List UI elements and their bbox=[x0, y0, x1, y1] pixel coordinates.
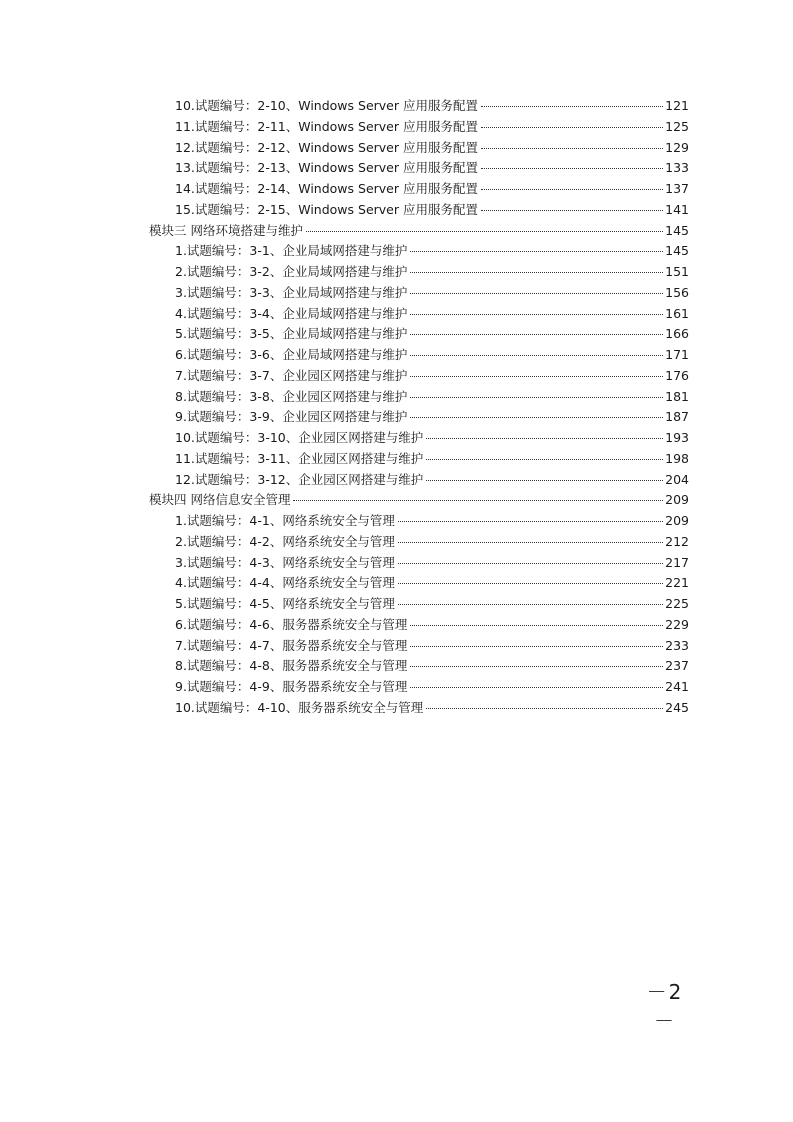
toc-entry-title: 8.试题编号：4-8、服务器系统安全与管理 bbox=[175, 658, 408, 674]
toc-page-number: 241 bbox=[665, 679, 689, 694]
toc-page-number: 181 bbox=[665, 388, 689, 404]
toc-entry-title: 6.试题编号：3-6、企业局域网搭建与维护 bbox=[175, 347, 408, 362]
toc-entry-title: 4.试题编号：3-4、企业局域网搭建与维护 bbox=[175, 305, 408, 321]
toc-dot-leader bbox=[426, 459, 663, 460]
toc-entry-title: 10.试题编号：3-10、企业园区网搭建与维护 bbox=[175, 430, 424, 445]
toc-item-entry[interactable] bbox=[149, 636, 689, 657]
toc-dot-leader bbox=[410, 314, 663, 315]
toc-page-number: 171 bbox=[665, 347, 689, 362]
toc-entry-title: 10.试题编号：4-10、服务器系统安全与管理 bbox=[175, 699, 424, 715]
toc-dot-leader bbox=[426, 438, 663, 439]
toc-page-number: 233 bbox=[665, 637, 689, 653]
toc-page-number: 125 bbox=[665, 118, 689, 134]
toc-dot-leader bbox=[481, 106, 663, 107]
toc-entry-title: 12.试题编号：2-12、Windows Server 应用服务配置 bbox=[175, 139, 478, 155]
toc-page-number: 217 bbox=[665, 554, 689, 570]
toc-dot-leader bbox=[398, 604, 663, 605]
toc-page-number: 245 bbox=[665, 699, 689, 715]
toc-dot-leader bbox=[481, 127, 663, 128]
toc-entry-title: 5.试题编号：3-5、企业局域网搭建与维护 bbox=[175, 326, 408, 342]
toc-page-number: 145 bbox=[665, 222, 689, 238]
toc-dot-leader bbox=[398, 521, 663, 522]
toc-entry-title: 4.试题编号：4-4、网络系统安全与管理 bbox=[175, 575, 395, 591]
toc-entry-title: 模块三 网络环境搭建与维护 bbox=[149, 222, 303, 238]
toc-entry-title: 2.试题编号：4-2、网络系统安全与管理 bbox=[175, 533, 395, 549]
toc-page-number: 198 bbox=[665, 450, 689, 466]
toc-entry-title: 2.试题编号：3-2、企业局域网搭建与维护 bbox=[175, 264, 408, 279]
toc-dot-leader bbox=[410, 397, 663, 398]
toc-module-entry[interactable] bbox=[149, 490, 689, 511]
toc-item-entry[interactable] bbox=[149, 387, 689, 408]
toc-item-entry[interactable] bbox=[149, 345, 689, 366]
toc-dot-leader bbox=[426, 708, 663, 709]
toc-item-entry[interactable] bbox=[149, 324, 689, 345]
toc-item-entry[interactable] bbox=[149, 304, 689, 325]
toc-page-number: 187 bbox=[665, 409, 689, 425]
toc-entry-title: 模块四 网络信息安全管理 bbox=[149, 492, 291, 508]
toc-dot-leader bbox=[410, 251, 663, 252]
toc-entry-title: 5.试题编号：4-5、网络系统安全与管理 bbox=[175, 596, 395, 611]
toc-page-number: 237 bbox=[665, 658, 689, 674]
toc-item-entry[interactable] bbox=[149, 594, 689, 615]
toc-item-entry[interactable] bbox=[149, 96, 689, 117]
toc-item-entry[interactable] bbox=[149, 470, 689, 491]
toc-dot-leader bbox=[410, 334, 663, 335]
toc-item-entry[interactable] bbox=[149, 656, 689, 677]
toc-page-number: 229 bbox=[665, 616, 689, 632]
toc-page-number: 166 bbox=[665, 326, 689, 342]
toc-item-entry[interactable] bbox=[149, 366, 689, 387]
toc-page-number: 133 bbox=[665, 160, 689, 176]
toc-page-number: 221 bbox=[665, 575, 689, 591]
toc-dot-leader bbox=[410, 293, 663, 294]
toc-item-entry[interactable] bbox=[149, 449, 689, 470]
toc-dot-leader bbox=[398, 563, 663, 564]
toc-item-entry[interactable] bbox=[149, 428, 689, 449]
toc-entry-title: 10.试题编号：2-10、Windows Server 应用服务配置 bbox=[175, 98, 478, 113]
toc-item-entry[interactable] bbox=[149, 407, 689, 428]
table-of-contents bbox=[149, 96, 689, 719]
toc-page-number: 141 bbox=[665, 201, 689, 217]
toc-entry-title: 9.试题编号：4-9、服务器系统安全与管理 bbox=[175, 679, 408, 694]
toc-item-entry[interactable] bbox=[149, 553, 689, 574]
toc-item-entry[interactable] bbox=[149, 677, 689, 698]
page-number-footer: －2－ bbox=[646, 980, 684, 1033]
toc-entry-title: 3.试题编号：4-3、网络系统安全与管理 bbox=[175, 554, 395, 570]
toc-entry-title: 7.试题编号：4-7、服务器系统安全与管理 bbox=[175, 637, 408, 653]
toc-item-entry[interactable] bbox=[149, 200, 689, 221]
toc-entry-title: 9.试题编号：3-9、企业园区网搭建与维护 bbox=[175, 409, 408, 425]
toc-page-number: 204 bbox=[665, 471, 689, 487]
toc-page-number: 176 bbox=[665, 367, 689, 383]
toc-dot-leader bbox=[410, 646, 663, 647]
toc-item-entry[interactable] bbox=[149, 179, 689, 200]
toc-dot-leader bbox=[481, 210, 663, 211]
toc-entry-title: 7.试题编号：3-7、企业园区网搭建与维护 bbox=[175, 367, 408, 383]
toc-entry-title: 14.试题编号：2-14、Windows Server 应用服务配置 bbox=[175, 181, 478, 196]
toc-entry-title: 3.试题编号：3-3、企业局域网搭建与维护 bbox=[175, 284, 408, 300]
toc-item-entry[interactable] bbox=[149, 532, 689, 553]
toc-dot-leader bbox=[293, 500, 663, 501]
toc-page-number: 161 bbox=[665, 305, 689, 321]
toc-list bbox=[149, 96, 689, 719]
toc-dot-leader bbox=[398, 542, 663, 543]
toc-dot-leader bbox=[410, 355, 663, 356]
toc-item-entry[interactable] bbox=[149, 511, 689, 532]
toc-entry-title: 8.试题编号：3-8、企业园区网搭建与维护 bbox=[175, 388, 408, 404]
toc-entry-title: 1.试题编号：4-1、网络系统安全与管理 bbox=[175, 513, 395, 528]
toc-item-entry[interactable] bbox=[149, 573, 689, 594]
toc-dot-leader bbox=[410, 417, 663, 418]
toc-entry-title: 1.试题编号：3-1、企业局域网搭建与维护 bbox=[175, 243, 408, 259]
toc-module-entry[interactable] bbox=[149, 221, 689, 242]
toc-item-entry[interactable] bbox=[149, 158, 689, 179]
toc-entry-title: 15.试题编号：2-15、Windows Server 应用服务配置 bbox=[175, 201, 478, 217]
toc-item-entry[interactable] bbox=[149, 698, 689, 719]
toc-page-number: 145 bbox=[665, 243, 689, 259]
toc-page-number: 137 bbox=[665, 181, 689, 196]
toc-dot-leader bbox=[410, 625, 663, 626]
toc-dot-leader bbox=[306, 231, 663, 232]
toc-dot-leader bbox=[410, 376, 663, 377]
toc-dot-leader bbox=[410, 272, 663, 273]
toc-page-number: 193 bbox=[665, 430, 689, 445]
toc-item-entry[interactable] bbox=[149, 262, 689, 283]
toc-page-number: 212 bbox=[665, 533, 689, 549]
toc-dot-leader bbox=[481, 148, 663, 149]
toc-dot-leader bbox=[481, 189, 663, 190]
toc-dot-leader bbox=[410, 687, 663, 688]
toc-entry-title: 13.试题编号：2-13、Windows Server 应用服务配置 bbox=[175, 160, 478, 176]
toc-item-entry[interactable] bbox=[149, 241, 689, 262]
toc-page-number: 151 bbox=[665, 264, 689, 279]
toc-dot-leader bbox=[398, 583, 663, 584]
toc-dot-leader bbox=[410, 666, 663, 667]
toc-entry-title: 11.试题编号：2-11、Windows Server 应用服务配置 bbox=[175, 118, 478, 134]
toc-dot-leader bbox=[481, 168, 663, 169]
toc-entry-title: 12.试题编号：3-12、企业园区网搭建与维护 bbox=[175, 471, 424, 487]
toc-entry-title: 11.试题编号：3-11、企业园区网搭建与维护 bbox=[175, 450, 424, 466]
toc-page-number: 129 bbox=[665, 139, 689, 155]
toc-page-number: 209 bbox=[665, 492, 689, 508]
toc-page-number: 225 bbox=[665, 596, 689, 611]
toc-page-number: 209 bbox=[665, 513, 689, 528]
toc-entry-title: 6.试题编号：4-6、服务器系统安全与管理 bbox=[175, 616, 408, 632]
toc-dot-leader bbox=[426, 480, 663, 481]
toc-item-entry[interactable] bbox=[149, 117, 689, 138]
toc-page-number: 156 bbox=[665, 284, 689, 300]
toc-item-entry[interactable] bbox=[149, 283, 689, 304]
toc-item-entry[interactable] bbox=[149, 615, 689, 636]
toc-page-number: 121 bbox=[665, 98, 689, 113]
toc-item-entry[interactable] bbox=[149, 138, 689, 159]
